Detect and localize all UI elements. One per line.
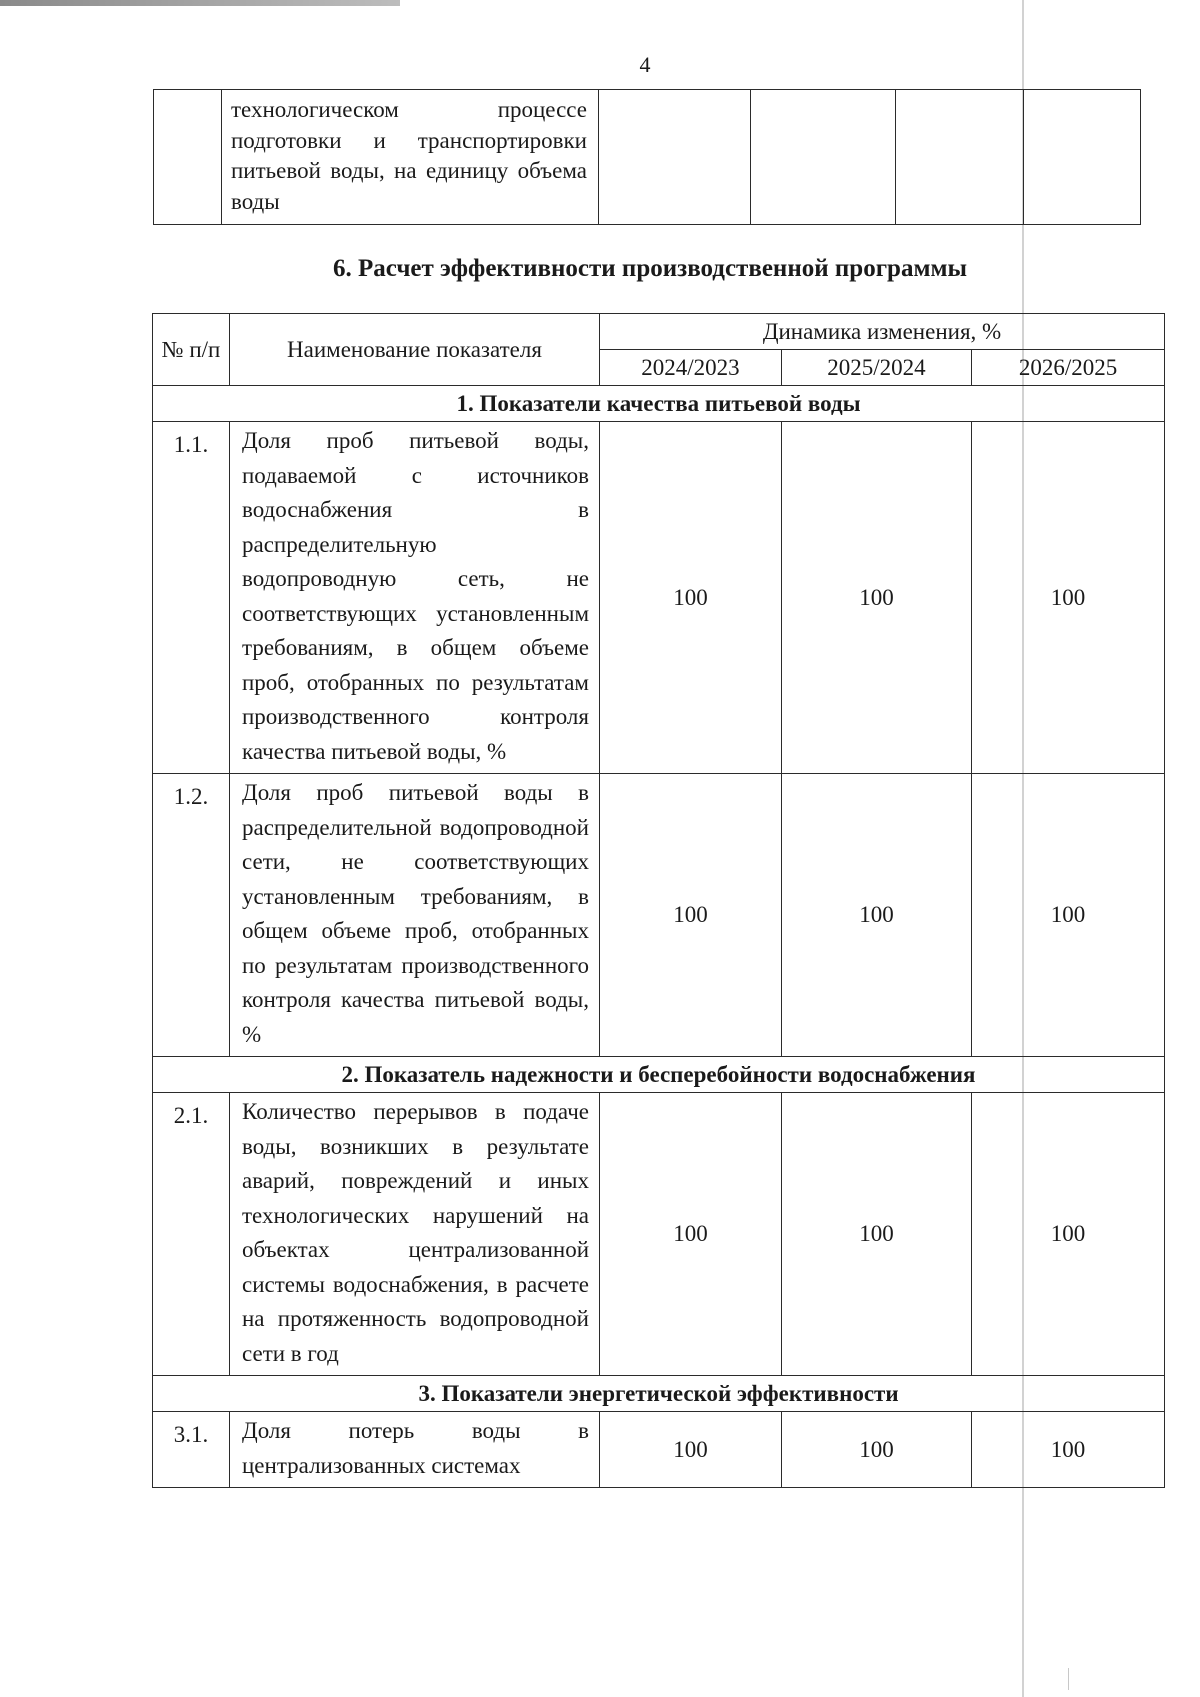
- section-heading: 6. Расчет эффективности производственной программы: [332, 255, 968, 282]
- header-name: Наименование показателя: [230, 314, 600, 386]
- section-title: 3. Показатели энергетической эффективности: [153, 1376, 1165, 1412]
- section-row: [153, 1057, 1165, 1093]
- row-value: 100: [972, 774, 1165, 1057]
- row-value: 100: [600, 1093, 782, 1376]
- table-row: [153, 422, 1165, 774]
- continuation-row: [154, 90, 1141, 225]
- row-name: Количество перерывов в подаче воды, возникших в результате аварий, повреждений и иных технологических нарушений на объектах централизованной системы водоснабжения, в расчете на протяженность водопроводной сети в год: [230, 1093, 600, 1376]
- table-row: [153, 1093, 1165, 1376]
- row-number: 2.1.: [153, 1093, 230, 1376]
- row-value: 100: [782, 1412, 972, 1488]
- efficiency-table: [152, 313, 1165, 1488]
- row-number: 3.1.: [153, 1412, 230, 1488]
- header-num: № п/п: [153, 314, 230, 386]
- row-name: Доля потерь воды в централизованных системах: [230, 1412, 600, 1488]
- continuation-text: технологическом процессе подготовки и транспортировки питьевой воды, на единицу объема воды: [231, 97, 587, 214]
- continuation-name-cell: [222, 90, 599, 225]
- table-row: [153, 774, 1165, 1057]
- row-value: 100: [600, 1412, 782, 1488]
- row-value: 100: [972, 1093, 1165, 1376]
- scan-fold-mark: [1068, 1668, 1069, 1690]
- row-value: 100: [782, 422, 972, 774]
- continuation-empty-cell: [896, 90, 1024, 225]
- header-year: 2025/2024: [782, 350, 972, 386]
- header-row: [153, 314, 1165, 350]
- scan-edge-shadow: [0, 0, 400, 6]
- header-year: 2026/2025: [972, 350, 1165, 386]
- continuation-table: [153, 89, 1141, 225]
- continuation-empty-cell: [599, 90, 751, 225]
- section-title: 2. Показатель надежности и бесперебойности водоснабжения: [153, 1057, 1165, 1093]
- section-title: 1. Показатели качества питьевой воды: [153, 386, 1165, 422]
- header-group: Динамика изменения, %: [600, 314, 1165, 350]
- row-value: 100: [600, 774, 782, 1057]
- row-value: 100: [972, 1412, 1165, 1488]
- row-value: 100: [600, 422, 782, 774]
- continuation-num-cell: [154, 90, 222, 225]
- section-row: [153, 1376, 1165, 1412]
- row-name: Доля проб питьевой воды в распределительной водопроводной сети, не соответствующих установленным требованиям, в общем объеме проб, отобранных по результатам производственного контроля качества питьевой воды, %: [230, 774, 600, 1057]
- row-number: 1.2.: [153, 774, 230, 1057]
- row-name: Доля проб питьевой воды, подаваемой с источников водоснабжения в распределительную водопроводную сеть, не соответствующих установленным требованиям, в общем объеме проб, отобранных по результатам производственного контроля качества питьевой воды, %: [230, 422, 600, 774]
- table-row: [153, 1412, 1165, 1488]
- row-value: 100: [782, 774, 972, 1057]
- header-year: 2024/2023: [600, 350, 782, 386]
- section-row: [153, 386, 1165, 422]
- row-value: 100: [782, 1093, 972, 1376]
- continuation-empty-cell: [1024, 90, 1141, 225]
- continuation-empty-cell: [751, 90, 896, 225]
- row-value: 100: [972, 422, 1165, 774]
- page-number: 4: [639, 52, 651, 77]
- row-number: 1.1.: [153, 422, 230, 774]
